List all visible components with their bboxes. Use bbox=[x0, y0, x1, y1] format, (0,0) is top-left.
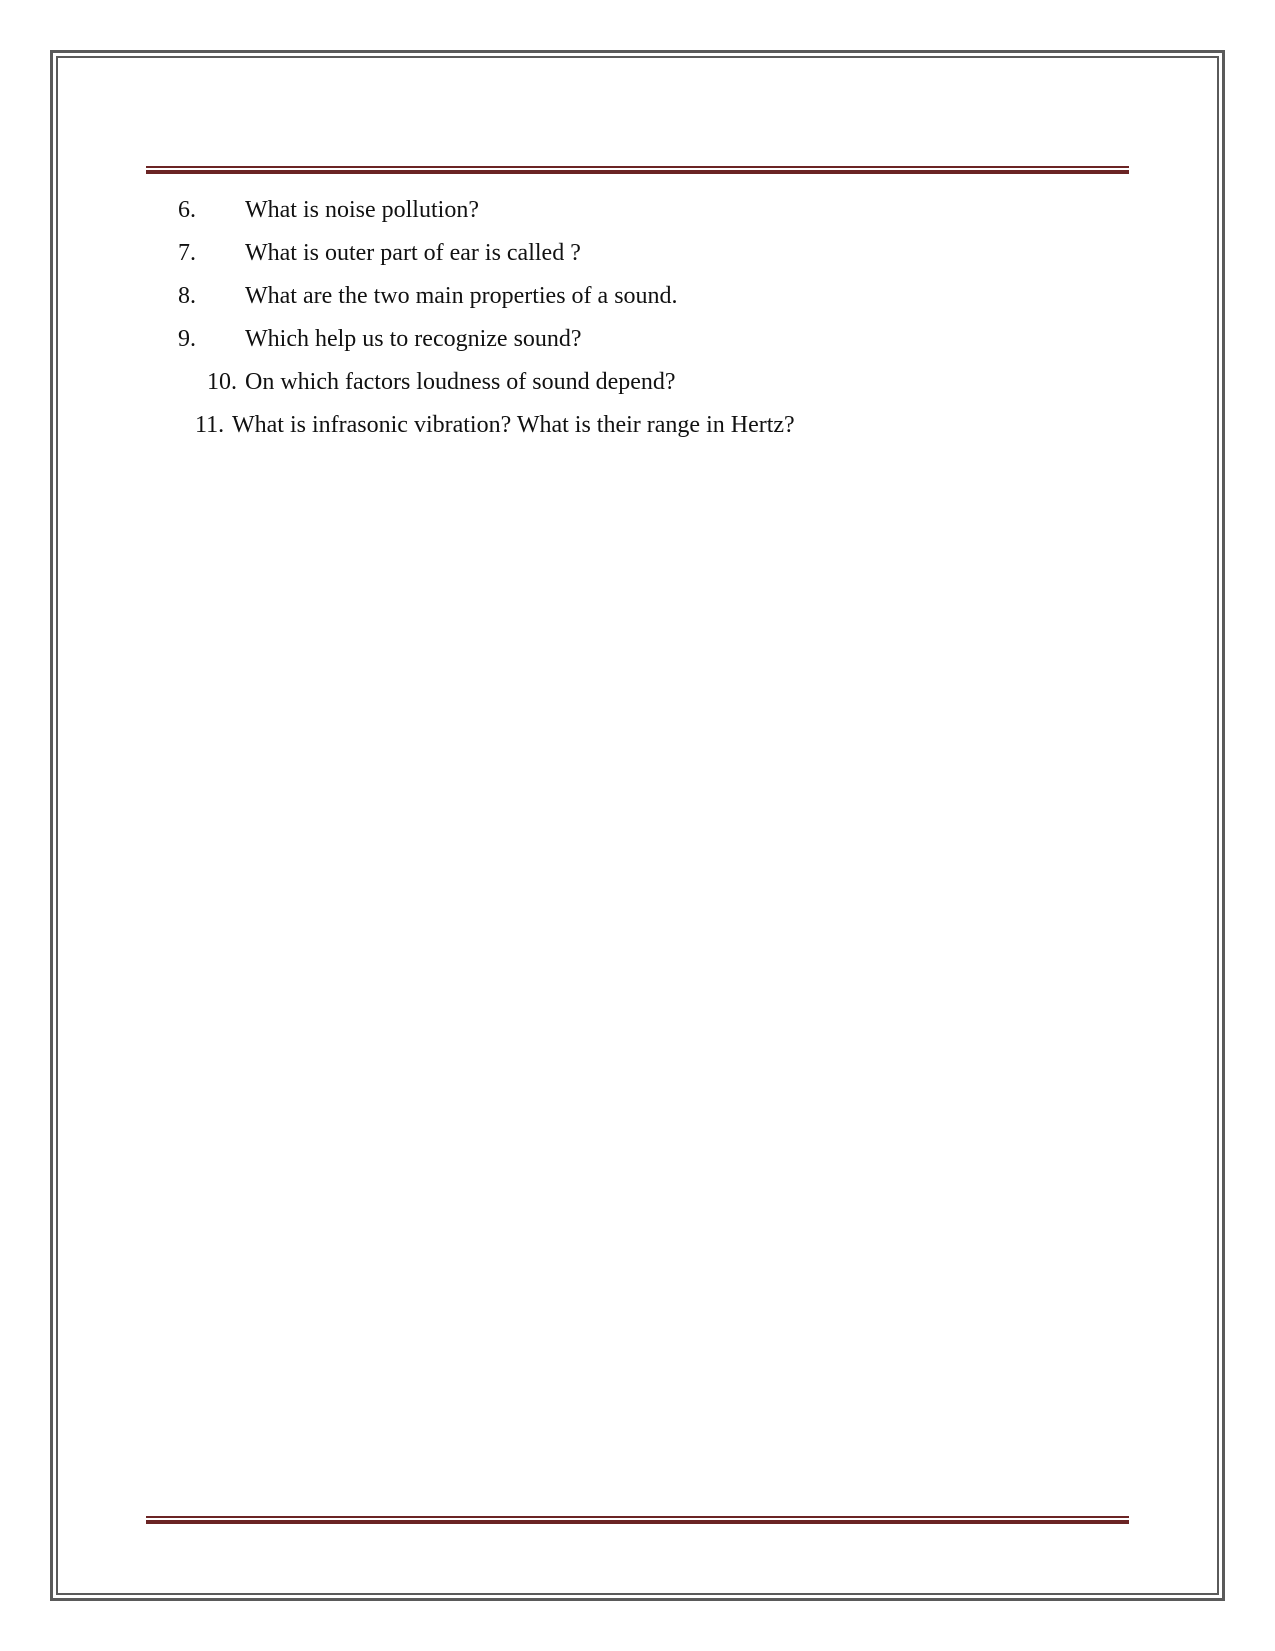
question-number: 9. bbox=[178, 326, 196, 352]
question-item-8 bbox=[0, 278, 1275, 321]
question-item-10 bbox=[0, 364, 1275, 407]
footer-rule-thin-line bbox=[146, 1516, 1129, 1518]
question-item-7 bbox=[0, 235, 1275, 278]
footer-rule bbox=[146, 1516, 1129, 1524]
question-text: Which help us to recognize sound? bbox=[245, 326, 582, 352]
question-text: What is noise pollution? bbox=[245, 197, 479, 223]
question-text: What is infrasonic vibration? What is their range in Hertz? bbox=[232, 412, 795, 438]
question-item-11 bbox=[0, 407, 1275, 450]
header-rule-thick-line bbox=[146, 170, 1129, 174]
footer-rule-thick-line bbox=[146, 1520, 1129, 1524]
question-number: 6. bbox=[178, 197, 196, 223]
question-number: 11. bbox=[195, 412, 225, 438]
question-number: 7. bbox=[178, 240, 196, 266]
question-list bbox=[0, 192, 1275, 450]
question-text: What are the two main properties of a sound. bbox=[245, 283, 678, 309]
question-number: 10. bbox=[207, 369, 237, 395]
question-number: 8. bbox=[178, 283, 196, 309]
header-rule bbox=[146, 166, 1129, 174]
header-rule-thin-line bbox=[146, 166, 1129, 168]
question-item-9 bbox=[0, 321, 1275, 364]
question-item-6 bbox=[0, 192, 1275, 235]
question-text: On which factors loudness of sound depend? bbox=[245, 369, 676, 395]
question-text: What is outer part of ear is called ? bbox=[245, 240, 581, 266]
